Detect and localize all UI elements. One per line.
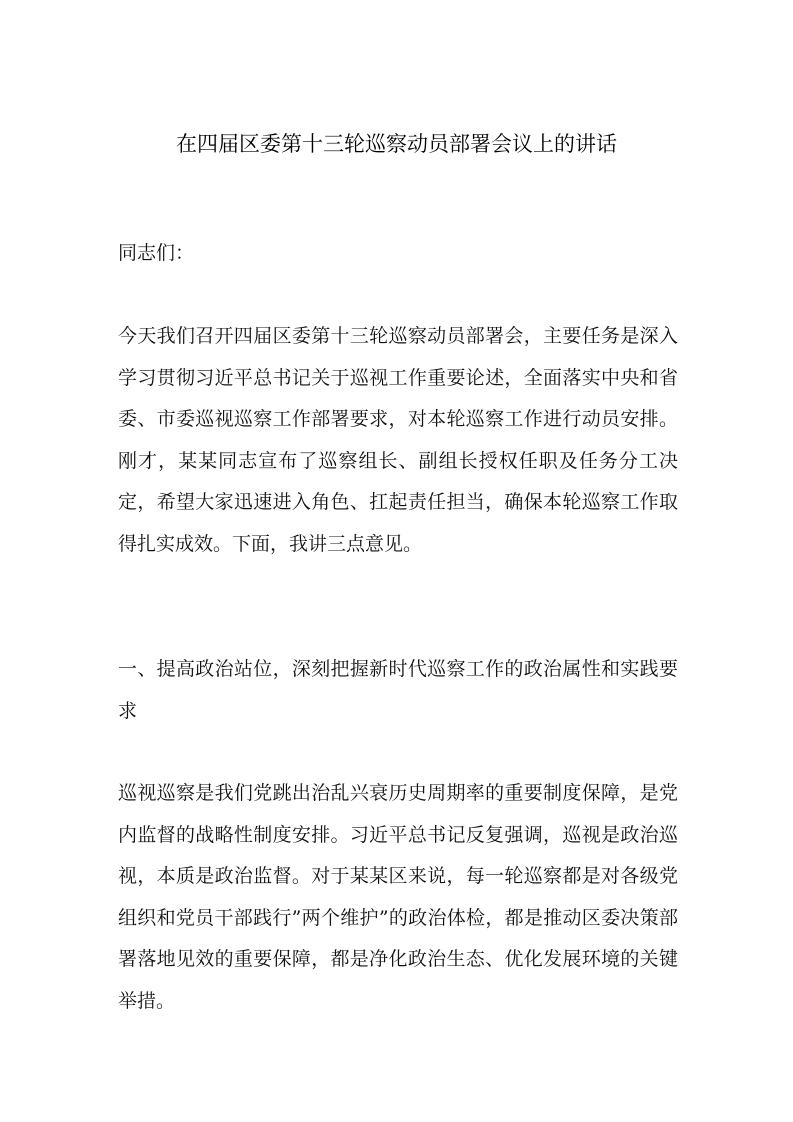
document-title: 在四届区委第十三轮巡察动员部署会议上的讲话 xyxy=(176,132,617,156)
section-heading-1: 一、提高政治站位，深刻把握新时代巡察工作的政治属性和实践要求 xyxy=(118,658,678,722)
paragraph-section-1: 巡视巡察是我们党跳出治乱兴衰历史周期率的重要制度保障，是党内监督的战略性制度安排。习近平总书记反复强调，巡视是政治巡视，本质是政治监督。对于某某区来说，每一轮巡察都是对各级党组织和党员干部践行”两个维护”的政治体检，都是推动区委决策部署落地见效的重要保障，都是净化政治生态、优化发展环境的关键举措。 xyxy=(118,782,678,1012)
paragraph-intro: 今天我们召开四届区委第十三轮巡察动员部署会，主要任务是深入学习贯彻习近平总书记关于巡视工作重要论述，全面落实中央和省委、市委巡视巡察工作部署要求，对本轮巡察工作进行动员安排。刚才，某某同志宣布了巡察组长、副组长授权任职及任务分工决定，希望大家迅速进入角色、扛起责任担当，确保本轮巡察工作取得扎实成效。下面，我讲三点意见。 xyxy=(118,325,678,555)
salutation: 同志们： xyxy=(118,242,195,264)
